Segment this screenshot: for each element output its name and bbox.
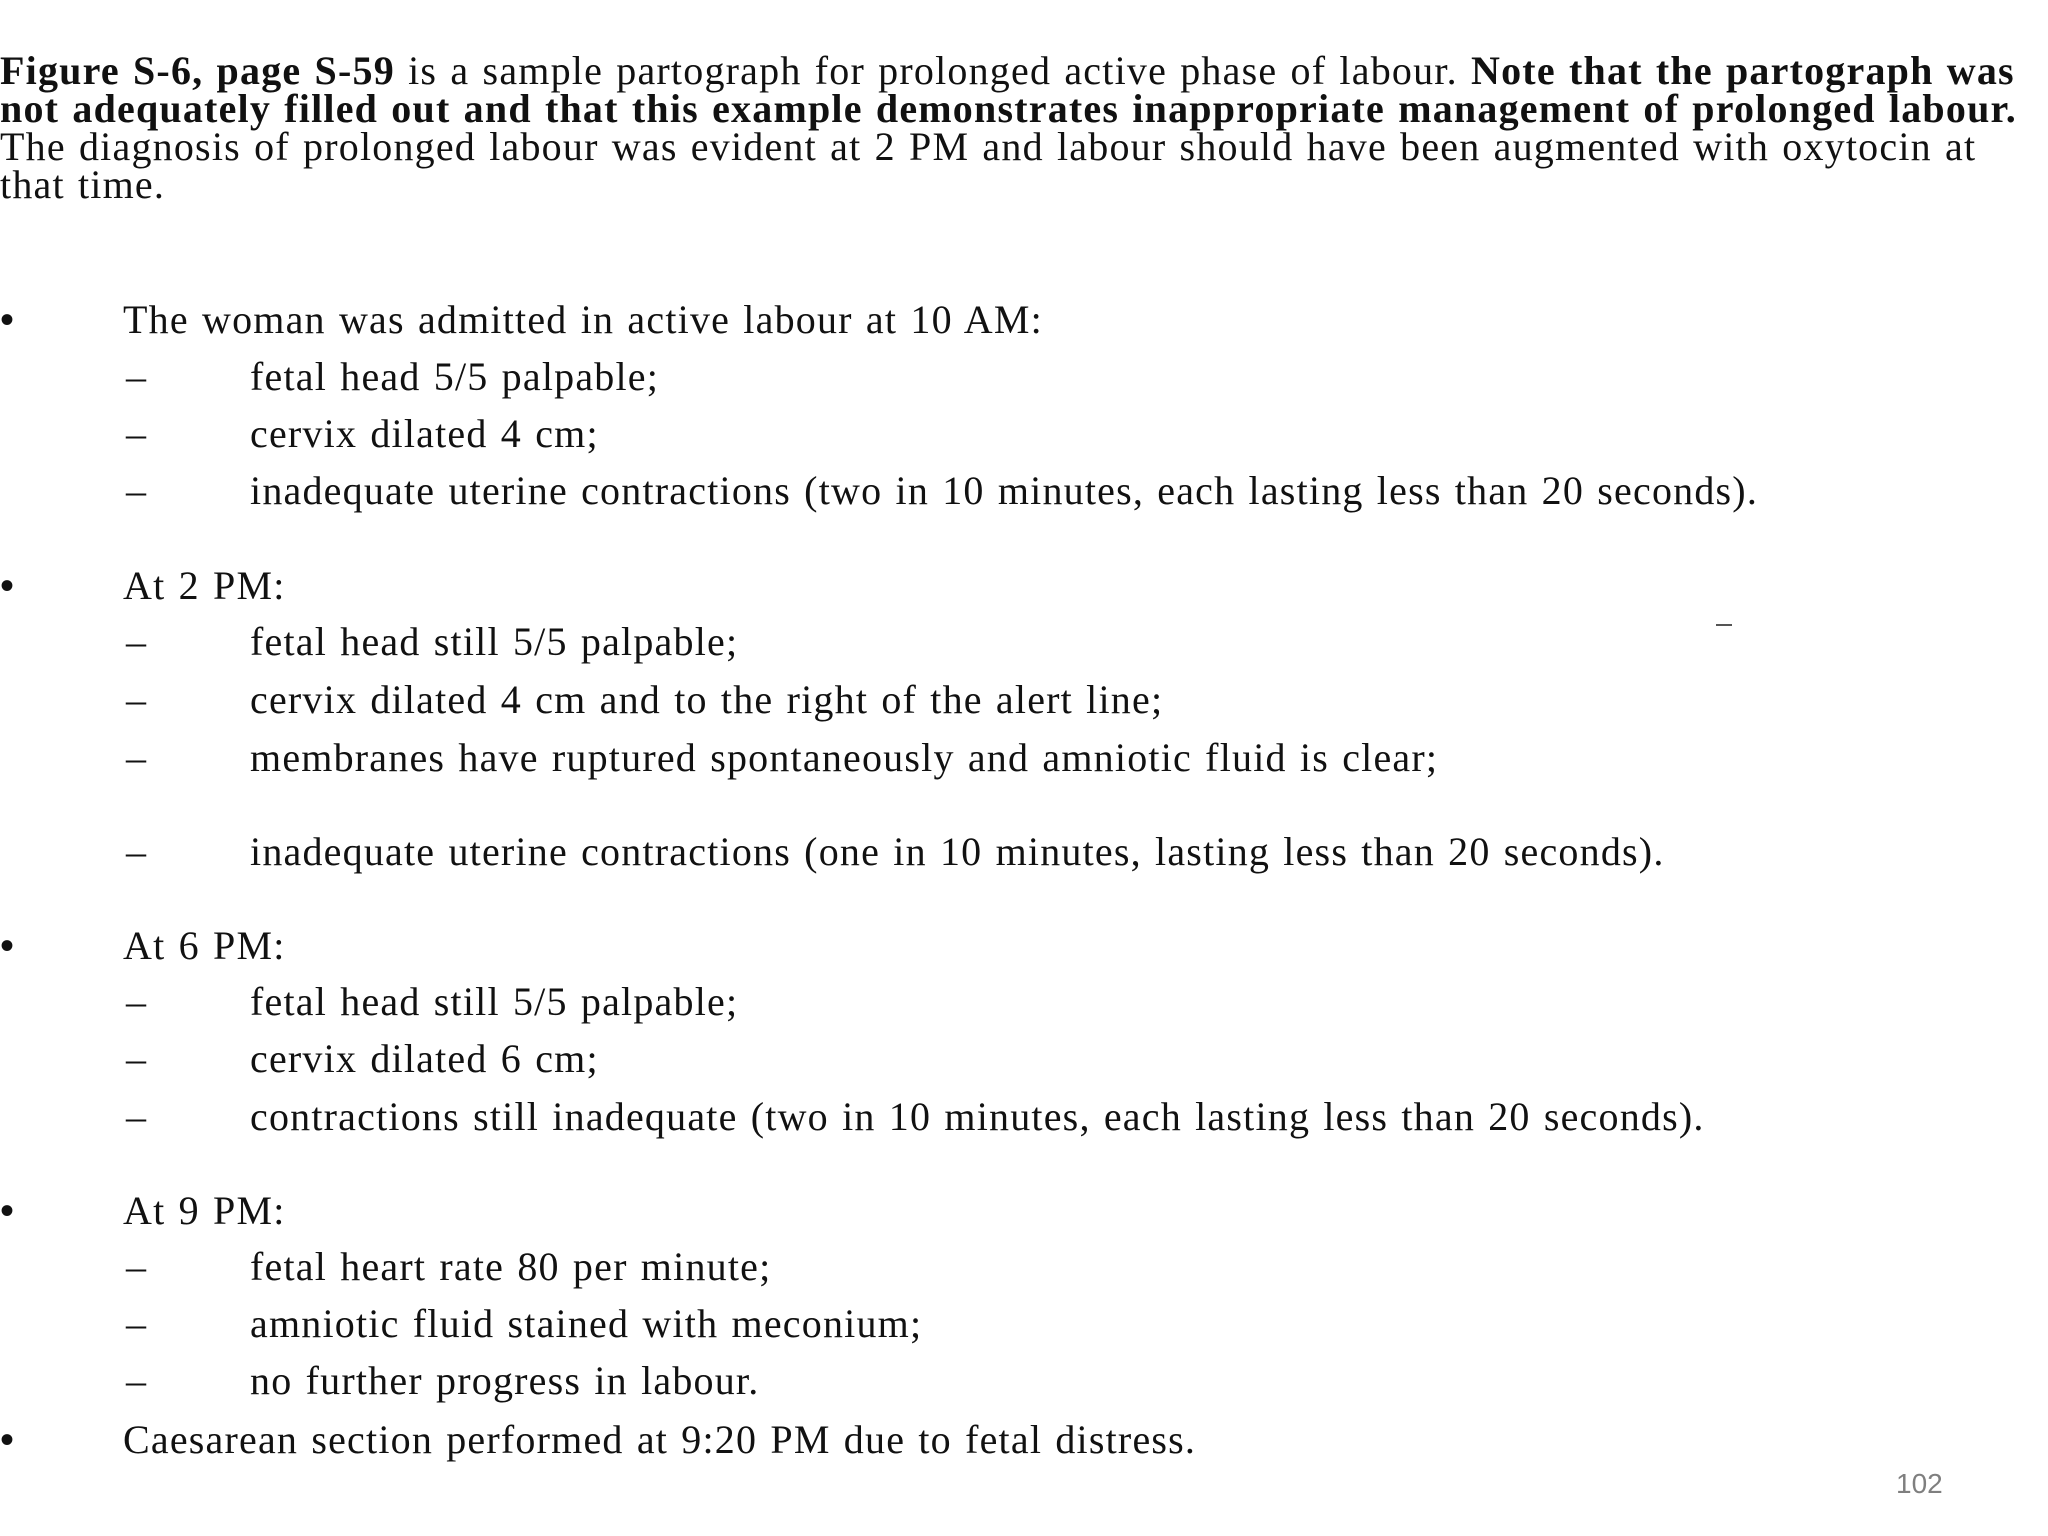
bullet-icon: • [0, 923, 16, 968]
section-heading-text: At 6 PM: [123, 923, 286, 968]
dash-icon: – [126, 1244, 148, 1289]
dash-icon: – [126, 979, 148, 1024]
list-item-text: contractions still inadequate (two in 10 minutes, each lasting less than 20 seconds). [250, 1094, 1705, 1139]
bullet-icon: • [0, 1188, 16, 1233]
list-item-text: fetal head still 5/5 palpable; [250, 979, 739, 1024]
dash-icon: – [126, 619, 148, 664]
section-heading-text: At 9 PM: [123, 1188, 286, 1233]
section-heading-text: Caesarean section performed at 9:20 PM due to fetal distress. [123, 1417, 1197, 1462]
dash-icon: – [126, 735, 148, 780]
intro-paragraph [0, 48, 2030, 207]
list-item-text: no further progress in labour. [250, 1358, 760, 1403]
figure-reference: Figure S-6, page S-59 [0, 48, 395, 93]
bullet-icon: • [0, 297, 16, 342]
scan-speck [1716, 624, 1732, 626]
dash-icon: – [126, 677, 148, 722]
dash-icon: – [126, 1358, 148, 1403]
dash-icon: – [126, 468, 148, 513]
list-item-text: inadequate uterine contractions (one in 10 minutes, lasting less than 20 seconds). [250, 829, 1665, 874]
list-item-text: cervix dilated 4 cm and to the right of the alert line; [250, 677, 1164, 722]
list-item-text: cervix dilated 6 cm; [250, 1036, 599, 1081]
dash-icon: – [126, 411, 148, 456]
section-heading-text: The woman was admitted in active labour at 10 AM: [123, 297, 1043, 342]
dash-icon: – [126, 1301, 148, 1346]
list-item-text: fetal head still 5/5 palpable; [250, 619, 739, 664]
intro-rest-text: The diagnosis of prolonged labour was evident at 2 PM and labour should have been augmented with oxytocin at that time. [0, 124, 1977, 207]
dash-icon: – [126, 829, 148, 874]
page-number: 102 [1896, 1468, 1943, 1499]
list-item-text: membranes have ruptured spontaneously and amniotic fluid is clear; [250, 735, 1439, 780]
list-item-text: cervix dilated 4 cm; [250, 411, 599, 456]
section-heading-text: At 2 PM: [123, 563, 286, 608]
list-item-text: amniotic fluid stained with meconium; [250, 1301, 923, 1346]
bullet-icon: • [0, 1417, 16, 1462]
dash-icon: – [126, 354, 148, 399]
list-item-text: fetal heart rate 80 per minute; [250, 1244, 772, 1289]
dash-icon: – [126, 1036, 148, 1081]
intro-bold-note: Note that the partograph was not adequately filled out and that this example demonstrates inappropriate management of prolonged labour. [0, 48, 2018, 131]
bullet-icon: • [0, 563, 16, 608]
list-item-text: fetal head 5/5 palpable; [250, 354, 660, 399]
list-item-text: inadequate uterine contractions (two in 10 minutes, each lasting less than 20 seconds). [250, 468, 1759, 513]
intro-lead-text: is a sample partograph for prolonged active phase of labour. [394, 48, 1472, 93]
dash-icon: – [126, 1094, 148, 1139]
